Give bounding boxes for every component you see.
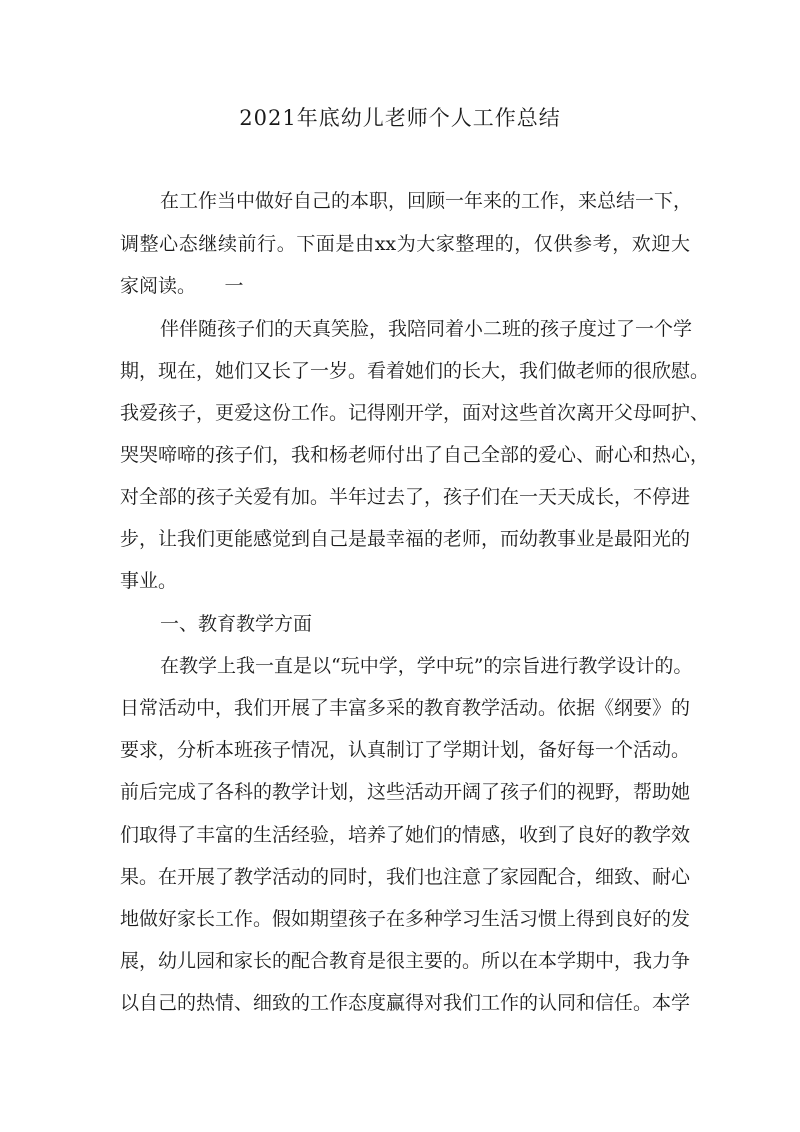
paragraph-line: 们取得了丰富的生活经验，培养了她们的情感，收到了良好的教学效	[120, 824, 691, 846]
paragraph-line: 要求，分析本班孩子情况，认真制订了学期计划，备好每一个活动。	[120, 739, 691, 761]
paragraph-line: 以自己的热情、细致的工作态度赢得对我们工作的认同和信任。本学	[120, 992, 691, 1014]
document-title: 2021年底幼儿老师个人工作总结	[239, 106, 561, 130]
paragraph-line: 在工作当中做好自己的本职，回顾一年来的工作，来总结一下，	[160, 190, 693, 212]
paragraph-line: 对全部的孩子关爱有加。半年过去了，孩子们在一天天成长，不停进	[120, 486, 691, 508]
paragraph-line: 展，幼儿园和家长的配合教育是很主要的。所以在本学期中，我力争	[120, 950, 691, 972]
section-heading: 一、教育教学方面	[160, 613, 313, 635]
paragraph-line: 日常活动中，我们开展了丰富多采的教育教学活动。依据《纲要》的	[120, 697, 691, 719]
paragraph-line: 在教学上我一直是以“玩中学，学中玩”的宗旨进行教学设计的。	[160, 655, 693, 677]
paragraph-line: 期，现在，她们又长了一岁。看着她们的长大，我们做老师的很欣慰。	[120, 360, 710, 382]
paragraph-line: 哭哭啼啼的孩子们，我和杨老师付出了自己全部的爱心、耐心和热心，	[120, 444, 710, 466]
paragraph-line: 步，让我们更能感觉到自己是最幸福的老师，而幼教事业是最阳光的	[120, 528, 691, 550]
paragraph-line: 果。在开展了教学活动的同时，我们也注意了家园配合，细致、耐心	[120, 866, 691, 888]
paragraph-line: 事业。	[120, 570, 178, 592]
paragraph-line: 前后完成了各科的教学计划，这些活动开阔了孩子们的视野，帮助她	[120, 781, 691, 803]
paragraph-line: 伴伴随孩子们的天真笑脸，我陪同着小二班的孩子度过了一个学	[160, 318, 693, 340]
paragraph-line: 调整心态继续前行。下面是由xx为大家整理的，仅供参考，欢迎大	[120, 233, 690, 255]
paragraph-line: 地做好家长工作。假如期望孩子在多种学习生活习惯上得到良好的发	[120, 908, 691, 930]
paragraph-line: 家阅读。 一	[120, 275, 244, 297]
paragraph-line: 我爱孩子，更爱这份工作。记得刚开学，面对这些首次离开父母呵护、	[120, 402, 710, 424]
